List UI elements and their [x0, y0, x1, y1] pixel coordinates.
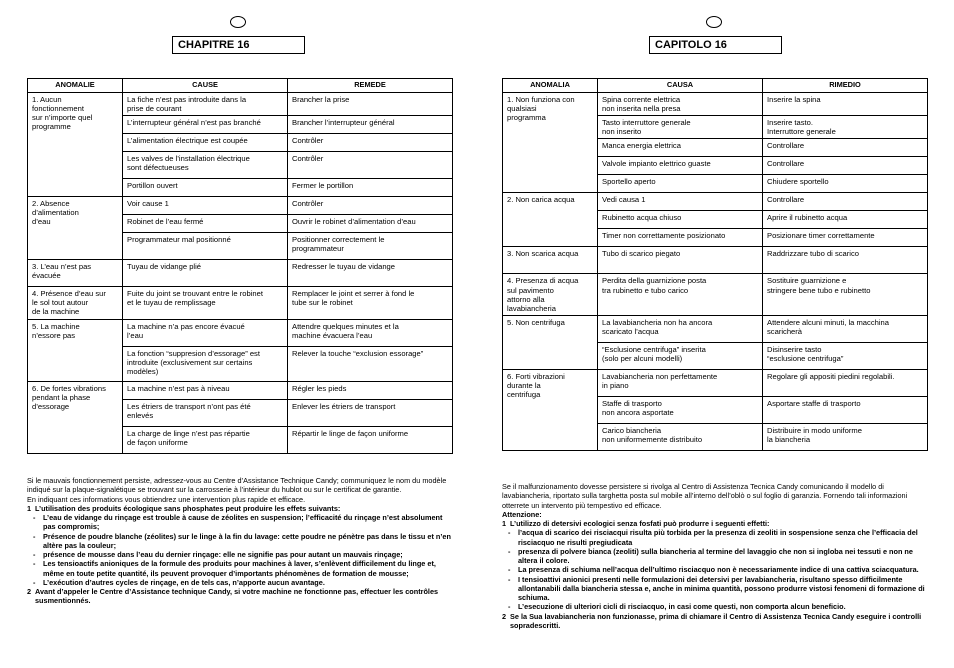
remedy-cell	[763, 139, 928, 157]
cause-cell	[123, 319, 288, 346]
note-2: 2 Se la Sua lavabiancheria non funzionasse, prima di chiamare il Centro di Assistenza Tecnica Candy eseguire i controlli sopradescritti.	[502, 612, 932, 631]
remedy-cell	[763, 175, 928, 193]
cause-cell	[123, 287, 288, 319]
anomaly-cell	[503, 247, 598, 274]
chapter-title: CHAPITRE 16	[172, 36, 305, 54]
cause-text: Voir cause 1	[127, 199, 169, 209]
cause-text: Les valves de l’installation électrique sont défectueuses	[127, 154, 250, 173]
cause-cell	[598, 175, 763, 193]
note-1-item: - I tensioattivi anionici presenti nelle formulazioni dei detersivi per lavabiancheria, risultano spesso difficilmente allontanabili dalla biancheria stessa e, anche in minima quantità, possono produrre vistosi fenomeni di formazione di schiuma.	[508, 574, 925, 603]
cause-cell	[123, 233, 288, 260]
remedy-cell	[288, 152, 453, 179]
remedy-text: Régler les pieds	[292, 383, 347, 393]
remedy-cell	[288, 116, 453, 134]
cause-cell	[598, 315, 763, 342]
remedy-text: Contrôler	[292, 154, 324, 164]
cause-text: Sportello aperto	[602, 177, 656, 187]
table-row	[503, 369, 928, 396]
anomaly-text: 1. Non funziona con qualsiasi programma	[507, 95, 575, 123]
notes-section	[27, 476, 452, 606]
remedy-cell	[763, 211, 928, 229]
cause-cell	[123, 215, 288, 233]
anomaly-cell	[503, 315, 598, 369]
anomaly-cell	[503, 93, 598, 193]
anomaly-cell	[28, 319, 123, 381]
cause-text: La lavabiancheria non ha ancora scaricato l’acqua	[602, 317, 713, 336]
remedy-cell	[288, 215, 453, 233]
cause-cell	[123, 179, 288, 197]
cause-text: Tuyau de vidange plié	[127, 262, 202, 272]
remedy-cell	[763, 229, 928, 247]
note-1-text: L’utilisation des produits écologique sans phosphates peut produire les effets suivants:	[35, 503, 341, 513]
cause-cell	[123, 134, 288, 152]
remedy-text: Contrôler	[292, 136, 324, 146]
chapter-title: CAPITOLO 16	[649, 36, 782, 54]
anomaly-text: 4. Presenza di acqua sul pavimento attorno alla lavabiancheria	[507, 276, 579, 313]
remedy-cell	[288, 426, 453, 453]
cause-cell	[598, 193, 763, 211]
remedy-text: Positionner correctement le programmateur	[292, 235, 385, 254]
cause-text: Robinet de l’eau fermé	[127, 217, 204, 227]
remedy-cell	[288, 287, 453, 319]
cause-cell	[598, 229, 763, 247]
anomaly-cell	[28, 260, 123, 287]
header-anomalies: ANOMALIE	[28, 79, 123, 93]
remedy-text: Attendre quelques minutes et la machine évacuera l’eau	[292, 321, 399, 340]
cause-text: La fonction “suppresion d’essorage” est introduite (exclusivement sur certains modèles)	[127, 348, 260, 376]
anomaly-cell	[503, 369, 598, 450]
cause-text: Perdita della guarnizione posta tra rubinetto e tubo carico	[602, 276, 707, 295]
note-1: 1 L’utilizzo di detersivi ecologici senza fosfati può produrre i seguenti effetti:	[502, 519, 770, 529]
cause-text: Portillon ouvert	[127, 181, 178, 191]
remedy-text: Relever la touche “exclusion essorage”	[292, 348, 424, 358]
table-row	[503, 193, 928, 211]
cause-text: Rubinetto acqua chiuso	[602, 213, 682, 223]
note-2-text: Avant d’appeler le Centre d’Assistance technique Candy, si votre machine ne fonctionne pas, effectuer les contrôles susmentionnés.	[35, 587, 439, 606]
intro-text: Se il malfunzionamento dovesse persistere si rivolga al Centro di Assistenza Tecnica Candy comunicando il modello di lavabiancheria, riportato sulla targhetta posta sul mobile all’interno dell’oblò o sul foglio di garanzia. Fornendo tali informazioni otterrete un intervento più tempestivo ed efficace.	[502, 482, 908, 510]
remedy-text: Asportare staffe di trasporto	[767, 398, 861, 408]
note-2: 2 Avant d’appeler le Centre d’Assistance technique Candy, si votre machine ne fonctionne pas, effectuer les contrôles susmentionnés.	[27, 587, 452, 606]
anomaly-cell	[503, 274, 598, 315]
cause-cell	[598, 423, 763, 450]
remedy-cell	[763, 315, 928, 342]
table-row	[503, 315, 928, 342]
remedy-text: Attendere alcuni minuti, la macchina scaricherà	[767, 317, 889, 336]
cause-text: Manca energia elettrica	[602, 141, 681, 151]
cause-text: Vedi causa 1	[602, 195, 646, 205]
remedy-cell	[288, 399, 453, 426]
remedy-text: Brancher la prise	[292, 95, 350, 104]
cause-cell	[123, 116, 288, 134]
note-1-text: L’utilizzo di detersivi ecologici senza fosfati può produrre i seguenti effetti:	[510, 519, 770, 529]
cause-text: Timer non correttamente posizionato	[602, 231, 726, 241]
remedy-cell	[763, 369, 928, 396]
remedy-text: Chiudere sportello	[767, 177, 829, 187]
cause-text: L’alimentation électrique est coupée	[127, 136, 248, 146]
cause-cell	[123, 152, 288, 179]
anomaly-text: 6. De fortes vibrations pendant la phase d’essorage	[32, 383, 106, 411]
anomaly-cell	[503, 193, 598, 247]
cause-cell	[123, 399, 288, 426]
troubleshooting-table	[502, 78, 928, 451]
note-1: 1 L’utilisation des produits écologique sans phosphates peut produire les effets suivants:	[27, 503, 341, 513]
intro-text-2: En indiquant ces informations vous obtiendrez une intervention plus rapide et efficace.	[27, 494, 306, 504]
anomaly-cell	[28, 287, 123, 319]
remedy-text: Disinserire tasto “esclusione centrifuga”	[767, 344, 844, 363]
cause-cell	[123, 381, 288, 399]
cause-text: L’interrupteur général n’est pas branché	[127, 118, 261, 128]
cause-cell	[123, 260, 288, 287]
table-row	[28, 260, 453, 287]
header-remedy: RIMEDIO	[763, 79, 928, 93]
intro-text: Si le mauvais fonctionnement persiste, adressez-vous au Centre d’Assistance Technique Candy; communiquez le nom du modèle indiqué sur la plaque-signalétique se trouvant sur la carrosserie à l’intérieur du hublot ou sur le certificat de garantie.	[27, 476, 447, 495]
cause-text: Programmateur mal positionné	[127, 235, 231, 245]
cause-text: La charge de linge n’est pas répartie de façon uniforme	[127, 428, 250, 447]
remedy-text: Aprire il rubinetto acqua	[767, 213, 848, 223]
note-1-item: - La presenza di schiuma nell’acqua dell’ultimo risciacquo non è necessariamente indice di una cattiva sciacquatura.	[508, 565, 919, 575]
table-row	[28, 287, 453, 319]
remedy-cell	[763, 396, 928, 423]
note-1-item: - L’exécution d’autres cycles de rinçage, en de tels cas, n’apporte aucun avantage.	[33, 577, 325, 587]
anomaly-text: 3. L’eau n’est pas évacuée	[32, 262, 92, 281]
remedy-text: Raddrizzare tubo di scarico	[767, 249, 860, 259]
remedy-text: Controllare	[767, 159, 805, 169]
table-row	[503, 247, 928, 274]
remedy-cell	[288, 346, 453, 381]
table-row	[28, 93, 453, 116]
header-remedy: REMEDE	[288, 79, 453, 93]
cause-cell	[598, 93, 763, 116]
header-anomalies: ANOMALIA	[503, 79, 598, 93]
remedy-text: Regolare gli appositi piedini regolabili.	[767, 371, 895, 381]
cause-cell	[598, 139, 763, 157]
remedy-text: Enlever les étriers de transport	[292, 401, 396, 411]
remedy-cell	[288, 93, 453, 116]
cause-cell	[598, 157, 763, 175]
language-oval-icon	[230, 16, 246, 28]
anomaly-cell	[28, 381, 123, 453]
remedy-cell	[288, 233, 453, 260]
cause-cell	[598, 116, 763, 139]
remedy-text: Inserire tasto. Interruttore generale	[767, 118, 836, 137]
anomaly-text: 5. Non centrifuga	[507, 317, 565, 327]
remedy-text: Fermer le portillon	[292, 181, 354, 191]
anomaly-text: 3. Non scarica acqua	[507, 249, 579, 259]
remedy-cell	[763, 274, 928, 315]
remedy-cell	[288, 381, 453, 399]
remedy-cell	[288, 134, 453, 152]
notes-section	[502, 482, 932, 630]
note-2-text: Se la Sua lavabiancheria non funzionasse, prima di chiamare il Centro di Assistenza Tecnica Candy eseguire i controlli sopradescritti.	[510, 611, 922, 630]
page-italian	[477, 0, 954, 668]
cause-text: Tasto interruttore generale non inserito	[602, 118, 691, 137]
note-1-item: - Les tensioactifs anioniques de la formule des produits pour machines à laver, s’enlèvent difficilement du linge et, même en toute petite quantité, ils peuvent provoquer d’importants phénomènes de formation de mousse;	[33, 559, 436, 578]
remedy-cell	[763, 93, 928, 116]
table-row	[503, 93, 928, 116]
cause-text: “Esclusione centrifuga” inserita (solo per alcuni modelli)	[602, 344, 706, 363]
anomaly-text: 1. Aucun fonctionnement sur n’importe quel programme	[32, 95, 93, 132]
table-row	[503, 274, 928, 315]
remedy-text: Controllare	[767, 141, 805, 151]
cause-text: Staffe di trasporto non ancora asportate	[602, 398, 674, 417]
attention-label: Attenzione:	[502, 509, 542, 519]
remedy-text: Inserire la spina	[767, 95, 821, 104]
anomaly-text: 4. Présence d’eau sur le sol tout autour de la machine	[32, 289, 106, 317]
remedy-text: Sostituire guarnizione e stringere bene tubo e rubinetto	[767, 276, 871, 295]
cause-text: La machine n’est pas à niveau	[127, 383, 230, 393]
troubleshooting-table	[27, 78, 453, 454]
remedy-cell	[288, 197, 453, 215]
cause-text: Fuite du joint se trouvant entre le robinet et le tuyau de remplissage	[127, 289, 263, 308]
table-row	[28, 319, 453, 346]
remedy-text: Ouvrir le robinet d’alimentation d’eau	[292, 217, 416, 227]
anomaly-text: 5. La machine n’essore pas	[32, 321, 80, 340]
note-1-item: - L’esecuzione di ulteriori cicli di risciacquo, in casi come questi, non comporta alcun beneficio.	[508, 602, 846, 612]
remedy-cell	[763, 247, 928, 274]
cause-text: Spina corrente elettrica non inserita nella presa	[602, 95, 681, 114]
anomaly-text: 2. Absence d’alimentation d’eau	[32, 199, 79, 227]
language-oval-icon	[706, 16, 722, 28]
remedy-cell	[763, 116, 928, 139]
remedy-cell	[288, 319, 453, 346]
note-1-item: - Présence de poudre blanche (zéolites) sur le linge à la fin du lavage: cette poudre ne pénètre pas dans le tissu et n’en altère pas la couleur;	[33, 531, 451, 550]
cause-text: Lavabiancheria non perfettamente in piano	[602, 371, 718, 390]
remedy-cell	[763, 157, 928, 175]
remedy-text: Contrôler	[292, 199, 324, 209]
cause-text: La machine n’a pas encore évacué l’eau	[127, 321, 245, 340]
anomaly-cell	[28, 197, 123, 260]
remedy-text: Redresser le tuyau de vidange	[292, 262, 396, 272]
cause-cell	[123, 197, 288, 215]
table-row	[28, 381, 453, 399]
table-row	[28, 197, 453, 215]
cause-cell	[598, 247, 763, 274]
remedy-cell	[763, 193, 928, 211]
note-1-item: - L’eau de vidange du rinçage est trouble à cause de zéolites en suspension; l’efficacité du rinçage n’est absolument pas compromis;	[33, 513, 443, 532]
anomaly-text: 6. Forti vibrazioni durante la centrifuga	[507, 371, 565, 400]
remedy-cell	[288, 260, 453, 287]
cause-cell	[123, 426, 288, 453]
remedy-text: Remplacer le joint et serrer à fond le tube sur le robinet	[292, 289, 415, 308]
anomaly-cell	[28, 93, 123, 197]
note-1-item: - presenza di polvere bianca (zeoliti) sulla biancheria al termine del lavaggio che non si ingloba nei tessuti e non ne altera il colore.	[508, 546, 913, 566]
note-1-item: - présence de mousse dans l’eau du dernier rinçage: elle ne signifie pas pour autant un mauvais rinçage;	[33, 550, 403, 560]
cause-cell	[598, 274, 763, 315]
cause-text: Valvole impianto elettrico guaste	[602, 159, 711, 169]
remedy-cell	[763, 423, 928, 450]
anomaly-text: 2. Non carica acqua	[507, 195, 575, 205]
header-cause: CAUSE	[123, 79, 288, 93]
cause-cell	[123, 346, 288, 381]
header-cause: CAUSA	[598, 79, 763, 93]
cause-cell	[598, 342, 763, 369]
remedy-cell	[763, 342, 928, 369]
cause-text: Carico biancheria non uniformemente distribuito	[602, 425, 703, 444]
note-1-item: - l’acqua di scarico dei risciacqui risulta più torbida per la presenza di zeoliti in sospensione senza che l’efficacia del risciacquo ne risulti pregiudicata	[508, 528, 918, 547]
cause-cell	[598, 369, 763, 396]
cause-text: La fiche n’est pas introduite dans la prise de courant	[127, 95, 247, 114]
remedy-text: Posizionare timer correttamente	[767, 231, 875, 241]
cause-cell	[598, 211, 763, 229]
remedy-text: Brancher l’interrupteur général	[292, 118, 395, 128]
remedy-text: Distribuire in modo uniforme la biancheria	[767, 425, 862, 444]
cause-text: Les étriers de transport n’ont pas été enlevés	[127, 401, 251, 420]
remedy-cell	[288, 179, 453, 197]
cause-cell	[123, 93, 288, 116]
cause-text: Tubo di scarico piegato	[602, 249, 681, 259]
remedy-text: Controllare	[767, 195, 805, 205]
remedy-text: Répartir le linge de façon uniforme	[292, 428, 409, 438]
cause-cell	[598, 396, 763, 423]
